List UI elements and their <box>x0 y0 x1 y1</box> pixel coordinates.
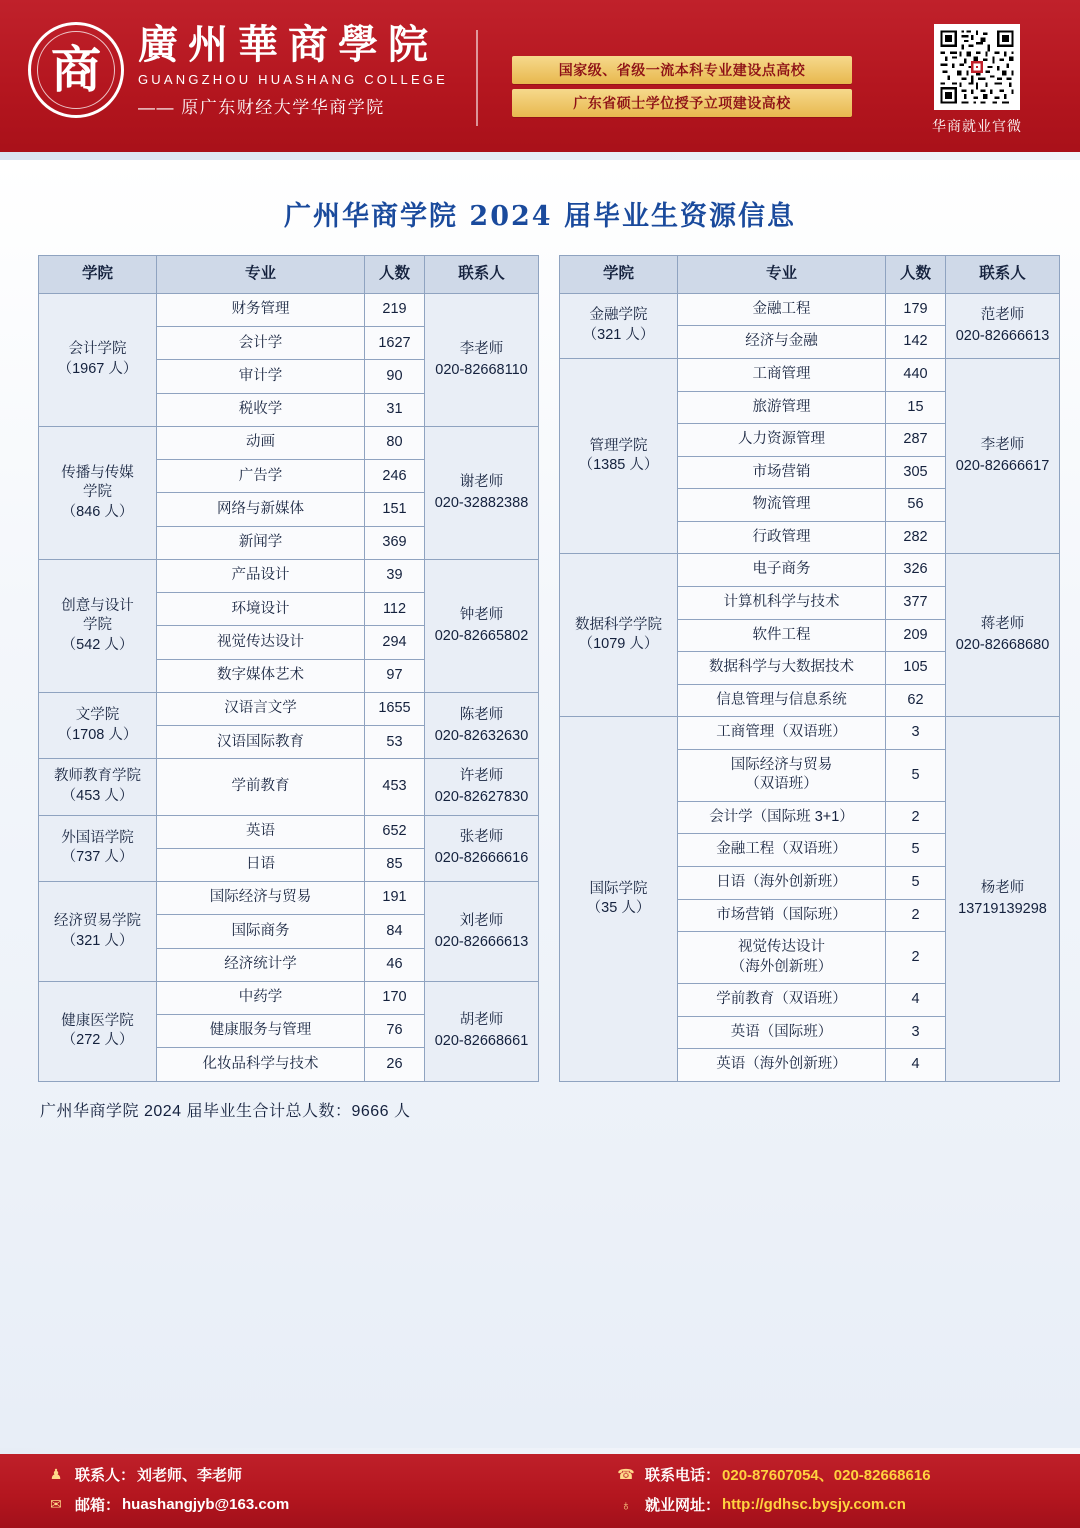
column-header-3: 联系人 <box>425 256 539 294</box>
major-cell: 人力资源管理 <box>678 424 886 457</box>
major-cell: 国际商务 <box>157 915 365 948</box>
count-cell: 453 <box>365 759 425 815</box>
honor-ribbon-2: 广东省硕士学位授予立项建设高校 <box>512 89 852 117</box>
qr-code-icon <box>934 24 1020 110</box>
count-cell: 62 <box>886 684 946 717</box>
table-row <box>39 981 539 1014</box>
count-cell: 170 <box>365 981 425 1014</box>
count-cell: 1655 <box>365 692 425 725</box>
column-header-2: 人数 <box>365 256 425 294</box>
count-cell: 15 <box>886 391 946 424</box>
major-cell: 工商管理 <box>678 359 886 392</box>
major-cell: 英语（国际班） <box>678 1016 886 1049</box>
college-cell: 金融学院 （321 人） <box>560 293 678 358</box>
logo-title-cn: 廣州華商學院 <box>138 21 438 68</box>
contact-cell: 李老师 020-82666617 <box>946 359 1060 554</box>
table-row <box>560 554 1060 587</box>
major-cell: 数字媒体艺术 <box>157 659 365 692</box>
major-cell: 英语 <box>157 815 365 848</box>
major-cell: 会计学（国际班 3+1） <box>678 801 886 834</box>
contact-cell: 杨老师 13719139298 <box>946 717 1060 1082</box>
column-header-0: 学院 <box>39 256 157 294</box>
footer-email-row <box>46 1494 289 1515</box>
major-cell: 税收学 <box>157 393 365 426</box>
major-cell: 金融工程（双语班） <box>678 834 886 867</box>
table-row <box>39 882 539 915</box>
major-cell: 财务管理 <box>157 293 365 326</box>
footer-email-label: 邮箱： <box>75 1497 121 1514</box>
major-cell: 物流管理 <box>678 489 886 522</box>
major-cell: 审计学 <box>157 360 365 393</box>
college-cell: 教师教育学院 （453 人） <box>39 759 157 815</box>
count-cell: 2 <box>886 932 946 984</box>
major-cell: 网络与新媒体 <box>157 493 365 526</box>
major-cell: 新闻学 <box>157 526 365 559</box>
count-cell: 53 <box>365 726 425 759</box>
honor-ribbons <box>512 56 852 122</box>
count-cell: 5 <box>886 834 946 867</box>
column-header-2: 人数 <box>886 256 946 294</box>
count-cell: 5 <box>886 749 946 801</box>
count-cell: 76 <box>365 1015 425 1048</box>
table-row <box>560 717 1060 750</box>
school-seal-icon <box>28 22 124 118</box>
major-cell: 产品设计 <box>157 559 365 592</box>
count-cell: 2 <box>886 801 946 834</box>
count-cell: 191 <box>365 882 425 915</box>
tables-container <box>38 255 1050 1082</box>
contact-cell: 蒋老师 020-82668680 <box>946 554 1060 717</box>
honor-ribbon-1: 国家级、省级一流本科专业建设点高校 <box>512 56 852 84</box>
major-cell: 国际经济与贸易 <box>157 882 365 915</box>
count-cell: 3 <box>886 717 946 750</box>
logo <box>28 22 448 118</box>
count-cell: 112 <box>365 593 425 626</box>
footer-site-row <box>616 1494 931 1515</box>
major-cell: 汉语国际教育 <box>157 726 365 759</box>
major-cell: 广告学 <box>157 460 365 493</box>
column-header-1: 专业 <box>678 256 886 294</box>
college-cell: 文学院 （1708 人） <box>39 692 157 759</box>
count-cell: 151 <box>365 493 425 526</box>
footer-site-value[interactable]: http://gdhsc.bysjy.com.cn <box>722 1496 906 1513</box>
contact-cell: 李老师 020-82668110 <box>425 293 539 426</box>
footer-phone-row <box>616 1464 931 1485</box>
logo-text <box>138 22 448 118</box>
count-cell: 440 <box>886 359 946 392</box>
major-cell: 汉语言文学 <box>157 692 365 725</box>
column-header-1: 专业 <box>157 256 365 294</box>
column-header-3: 联系人 <box>946 256 1060 294</box>
table-row <box>39 559 539 592</box>
contact-cell: 许老师 020-82627830 <box>425 759 539 815</box>
major-cell: 健康服务与管理 <box>157 1015 365 1048</box>
logo-title-en: GUANGZHOU HUASHANG COLLEGE <box>138 72 449 87</box>
college-cell: 健康医学院 （272 人） <box>39 981 157 1081</box>
major-cell: 中药学 <box>157 981 365 1014</box>
major-cell: 信息管理与信息系统 <box>678 684 886 717</box>
count-cell: 26 <box>365 1048 425 1082</box>
major-cell: 化妆品科学与技术 <box>157 1048 365 1082</box>
major-cell: 市场营销 <box>678 456 886 489</box>
major-cell: 经济统计学 <box>157 948 365 981</box>
graduates-table-right <box>559 255 1060 1082</box>
major-cell: 电子商务 <box>678 554 886 587</box>
contact-cell: 张老师 020-82666616 <box>425 815 539 882</box>
contact-cell: 刘老师 020-82666613 <box>425 882 539 982</box>
major-cell: 行政管理 <box>678 521 886 554</box>
count-cell: 326 <box>886 554 946 587</box>
footer-phone-value: 020-87607054、020-82668616 <box>722 1467 931 1484</box>
college-cell: 数据科学学院 （1079 人） <box>560 554 678 717</box>
major-cell: 会计学 <box>157 327 365 360</box>
count-cell: 5 <box>886 867 946 900</box>
table-row <box>560 293 1060 326</box>
table-header-row <box>560 256 1060 294</box>
count-cell: 31 <box>365 393 425 426</box>
count-cell: 209 <box>886 619 946 652</box>
count-cell: 85 <box>365 848 425 881</box>
count-cell: 4 <box>886 984 946 1017</box>
count-cell: 142 <box>886 326 946 359</box>
count-cell: 90 <box>365 360 425 393</box>
footer-contact-label: 联系人： <box>75 1467 136 1484</box>
contact-cell: 陈老师 020-82632630 <box>425 692 539 759</box>
count-cell: 179 <box>886 293 946 326</box>
major-cell: 经济与金融 <box>678 326 886 359</box>
table-row <box>39 759 539 815</box>
count-cell: 4 <box>886 1049 946 1082</box>
table-row <box>39 426 539 459</box>
footer-contact-row <box>46 1464 289 1485</box>
count-cell: 294 <box>365 626 425 659</box>
count-cell: 2 <box>886 899 946 932</box>
globe-icon: ♁ <box>620 1496 632 1513</box>
footer-left <box>46 1464 289 1524</box>
major-cell: 环境设计 <box>157 593 365 626</box>
major-cell: 英语（海外创新班） <box>678 1049 886 1082</box>
college-cell: 传播与传媒 学院 （846 人） <box>39 426 157 559</box>
count-cell: 377 <box>886 586 946 619</box>
major-cell: 工商管理（双语班） <box>678 717 886 750</box>
major-cell: 旅游管理 <box>678 391 886 424</box>
phone-icon: ☎ <box>617 1466 635 1482</box>
major-cell: 学前教育 <box>157 759 365 815</box>
footer-email-value[interactable]: huashangjyb@163.com <box>122 1496 290 1513</box>
footer-phone-label: 联系电话： <box>645 1467 721 1484</box>
count-cell: 97 <box>365 659 425 692</box>
major-cell: 金融工程 <box>678 293 886 326</box>
table-row <box>39 692 539 725</box>
major-cell: 计算机科学与技术 <box>678 586 886 619</box>
count-cell: 56 <box>886 489 946 522</box>
major-cell: 软件工程 <box>678 619 886 652</box>
count-cell: 287 <box>886 424 946 457</box>
graduates-table-left <box>38 255 539 1082</box>
qr-caption: 华商就业官微 <box>932 118 1022 134</box>
college-cell: 外国语学院 （737 人） <box>39 815 157 882</box>
count-cell: 369 <box>365 526 425 559</box>
major-cell: 日语 <box>157 848 365 881</box>
college-cell: 国际学院 （35 人） <box>560 717 678 1082</box>
count-cell: 282 <box>886 521 946 554</box>
table-row <box>39 293 539 326</box>
major-cell: 视觉传达设计 <box>157 626 365 659</box>
college-cell: 会计学院 （1967 人） <box>39 293 157 426</box>
column-header-0: 学院 <box>560 256 678 294</box>
table-header-row <box>39 256 539 294</box>
major-cell: 市场营销（国际班） <box>678 899 886 932</box>
count-cell: 3 <box>886 1016 946 1049</box>
footer-right <box>616 1464 931 1524</box>
contact-cell: 谢老师 020-32882388 <box>425 426 539 559</box>
count-cell: 46 <box>365 948 425 981</box>
header-divider <box>476 30 478 126</box>
page-title: 广州华商学院 2024 届毕业生资源信息 <box>284 201 796 232</box>
total-line: 广州华商学院 2024 届毕业生合计总人数：9666 人 <box>40 1102 411 1120</box>
count-cell: 39 <box>365 559 425 592</box>
logo-subtitle: —— 原广东财经大学华商学院 <box>138 98 385 117</box>
count-cell: 305 <box>886 456 946 489</box>
contact-cell: 胡老师 020-82668661 <box>425 981 539 1081</box>
major-cell: 动画 <box>157 426 365 459</box>
major-cell: 日语（海外创新班） <box>678 867 886 900</box>
major-cell: 数据科学与大数据技术 <box>678 652 886 685</box>
footer-contact-value: 刘老师、李老师 <box>137 1467 243 1484</box>
seal-glyph: 商 <box>51 40 101 99</box>
footer-site-label: 就业网址： <box>645 1497 721 1514</box>
page-body <box>0 160 1080 1448</box>
college-cell: 创意与设计 学院 （542 人） <box>39 559 157 692</box>
major-cell: 学前教育（双语班） <box>678 984 886 1017</box>
count-cell: 246 <box>365 460 425 493</box>
count-cell: 1627 <box>365 327 425 360</box>
college-cell: 经济贸易学院 （321 人） <box>39 882 157 982</box>
contact-cell: 钟老师 020-82665802 <box>425 559 539 692</box>
count-cell: 219 <box>365 293 425 326</box>
page-footer <box>0 1448 1080 1528</box>
table-row <box>560 359 1060 392</box>
page-header <box>0 0 1080 160</box>
count-cell: 80 <box>365 426 425 459</box>
table-row <box>39 815 539 848</box>
person-icon: ♟ <box>49 1466 63 1482</box>
count-cell: 84 <box>365 915 425 948</box>
major-cell: 国际经济与贸易 （双语班） <box>678 749 886 801</box>
major-cell: 视觉传达设计 （海外创新班） <box>678 932 886 984</box>
college-cell: 管理学院 （1385 人） <box>560 359 678 554</box>
mail-icon: ✉ <box>50 1496 62 1512</box>
count-cell: 105 <box>886 652 946 685</box>
count-cell: 652 <box>365 815 425 848</box>
contact-cell: 范老师 020-82666613 <box>946 293 1060 358</box>
qr-block <box>932 24 1022 136</box>
